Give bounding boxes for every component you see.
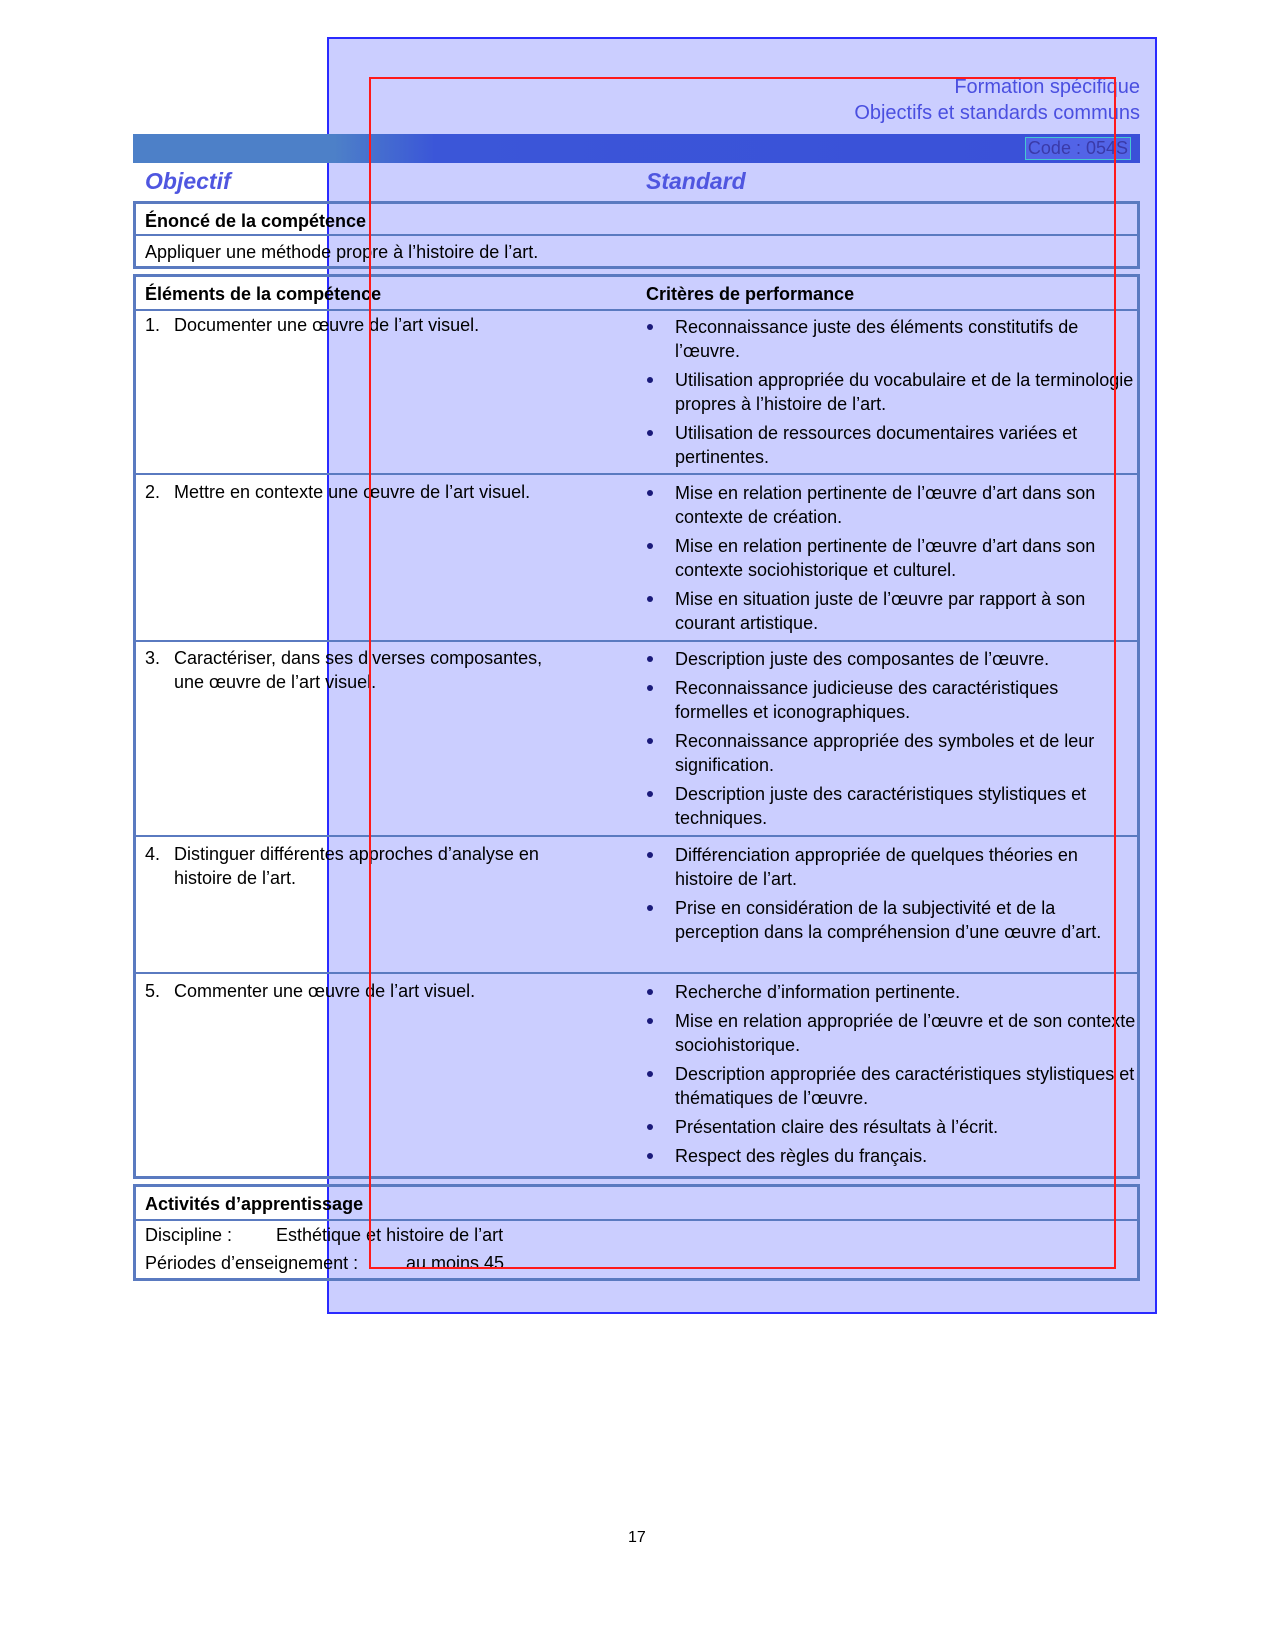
element-text: Documenter une œuvre de l’art visuel. xyxy=(174,315,480,335)
periodes-label: Périodes d’enseignement : xyxy=(145,1253,359,1273)
criteria-list-4 xyxy=(646,843,1136,949)
row-divider xyxy=(136,473,1137,475)
element-number: 2. xyxy=(145,482,161,502)
elements-box xyxy=(133,274,1140,1179)
element-text: Caractériser, dans ses diverses composantes, xyxy=(174,648,543,668)
enonce-box xyxy=(133,201,1140,269)
header-line-2: Objectifs et standards communs xyxy=(854,102,1140,124)
criterion-item: Présentation claire des résultats à l’écrit. xyxy=(646,1115,1136,1139)
criterion-item: Reconnaissance judicieuse des caractéristiques formelles et iconographiques. xyxy=(646,676,1136,724)
header-band xyxy=(133,134,1140,163)
activities-label: Activités d’apprentissage xyxy=(145,1194,364,1214)
element-2 xyxy=(145,480,635,504)
element-text: Distinguer différentes approches d’analyse en xyxy=(174,844,539,864)
element-number: 4. xyxy=(145,844,161,864)
discipline-value: Esthétique et histoire de l’art xyxy=(276,1225,504,1245)
row-divider xyxy=(136,972,1137,974)
discipline-label: Discipline : xyxy=(145,1225,233,1245)
enonce-divider xyxy=(136,234,1137,236)
element-text: Mettre en contexte une œuvre de l’art visuel. xyxy=(174,482,531,502)
course-code: Code : 054S xyxy=(1027,138,1128,158)
row-divider xyxy=(136,640,1137,642)
criterion-item: Mise en relation pertinente de l’œuvre d’art dans son contexte sociohistorique et culturel. xyxy=(646,534,1136,582)
criterion-item: Différenciation appropriée de quelques théories en histoire de l’art. xyxy=(646,843,1136,891)
element-5 xyxy=(145,979,635,1003)
criteria-list-5 xyxy=(646,980,1136,1173)
criterion-item: Mise en relation appropriée de l’œuvre et de son contexte sociohistorique. xyxy=(646,1009,1136,1057)
element-number: 3. xyxy=(145,648,161,668)
element-number: 1. xyxy=(145,315,161,335)
element-1 xyxy=(145,313,635,337)
criterion-item: Description juste des caractéristiques stylistiques et techniques. xyxy=(646,782,1136,830)
element-number: 5. xyxy=(145,981,161,1001)
header-line-1: Formation spécifique xyxy=(954,76,1140,98)
activities-divider xyxy=(136,1219,1137,1221)
criterion-item: Mise en situation juste de l’œuvre par rapport à son courant artistique. xyxy=(646,587,1136,635)
criterion-item: Prise en considération de la subjectivité et de la perception dans la compréhension d’une œuvre d’art. xyxy=(646,896,1136,944)
criteria-list-2 xyxy=(646,481,1136,640)
enonce-label: Énoncé de la compétence xyxy=(145,211,367,231)
criterion-item: Reconnaissance appropriée des symboles et de leur signification. xyxy=(646,729,1136,777)
criterion-item: Description juste des composantes de l’œuvre. xyxy=(646,647,1136,671)
column-title-standard: Standard xyxy=(646,168,746,194)
element-text: une œuvre de l’art visuel. xyxy=(174,672,377,692)
element-text: Commenter une œuvre de l’art visuel. xyxy=(174,981,476,1001)
criteria-list-1 xyxy=(646,315,1136,474)
element-4 xyxy=(145,842,635,890)
page-number: 17 xyxy=(628,1529,646,1546)
enonce-text: Appliquer une méthode propre à l’histoire de l’art. xyxy=(145,242,539,262)
criterion-item: Recherche d’information pertinente. xyxy=(646,980,1136,1004)
criterion-item: Description appropriée des caractéristiques stylistiques et thématiques de l’œuvre. xyxy=(646,1062,1136,1110)
element-text: histoire de l’art. xyxy=(174,868,297,888)
criterion-item: Mise en relation pertinente de l’œuvre d’art dans son contexte de création. xyxy=(646,481,1136,529)
element-3 xyxy=(145,646,635,694)
criterion-item: Utilisation appropriée du vocabulaire et de la terminologie propres à l’histoire de l’art. xyxy=(646,368,1136,416)
criterion-item: Respect des règles du français. xyxy=(646,1144,1136,1168)
criterion-item: Utilisation de ressources documentaires variées et pertinentes. xyxy=(646,421,1136,469)
column-title-objectif: Objectif xyxy=(145,168,231,194)
criterion-item: Reconnaissance juste des éléments constitutifs de l’œuvre. xyxy=(646,315,1136,363)
criteria-list-3 xyxy=(646,647,1136,835)
row-divider xyxy=(136,309,1137,311)
row-divider xyxy=(136,835,1137,837)
periodes-value: au moins 45 xyxy=(406,1253,505,1273)
elements-header-left: Éléments de la compétence xyxy=(145,284,382,304)
elements-header-right: Critères de performance xyxy=(646,284,855,304)
activities-box xyxy=(133,1184,1140,1281)
